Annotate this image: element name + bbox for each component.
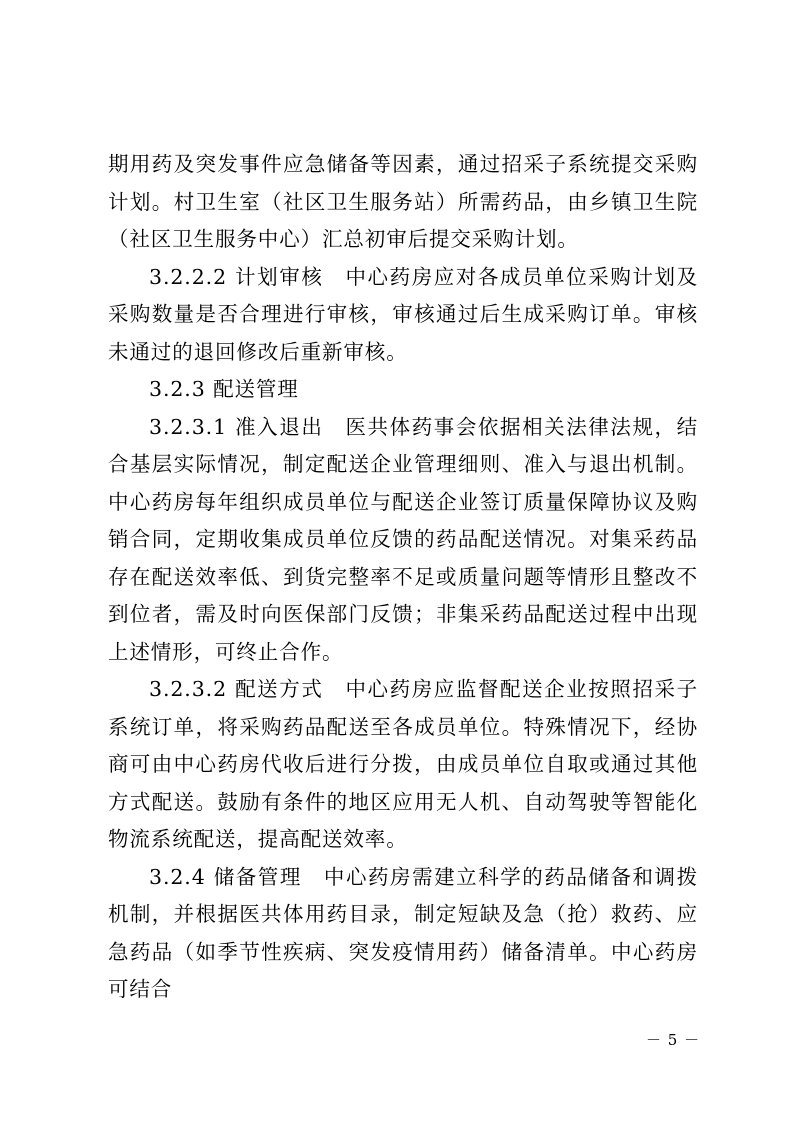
paragraph-access-and-exit: 3.2.3.1 准入退出 医共体药事会依据相关法律法规，结合基层实际情况，制定配送企业管理细则、准入与退出机制。中心药房每年组织成员单位与配送企业签订质量保障协议及购销合同，定期收集成员单位反馈的药品配送情况。对集采药品存在配送效率低、到货完整率不足或质量问题等情形且整改不到位者，需及时向医保部门反馈；非集采药品配送过程中出现上述情形，可终止合作。	[108, 414, 698, 664]
section-heading-distribution-management: 3.2.3 配送管理	[149, 377, 299, 401]
paragraph-procurement-plan-continued: 期用药及突发事件应急储备等因素，通过招采子系统提交采购计划。村卫生室（社区卫生服务站）所需药品，由乡镇卫生院（社区卫生服务中心）汇总初审后提交采购计划。	[108, 152, 698, 251]
paragraph-distribution-method: 3.2.3.2 配送方式 中心药房应监督配送企业按照招采子系统订单，将采购药品配送至各成员单位。特殊情况下，经协商可由中心药房代收后进行分拨，由成员单位自取或通过其他方式配送。鼓励有条件的地区应用无人机、自动驾驶等智能化物流系统配送，提高配送效率。	[108, 677, 698, 851]
page-number: － 5 －	[646, 1031, 701, 1049]
document-body	[108, 146, 698, 1009]
paragraph-plan-review: 3.2.2.2 计划审核 中心药房应对各成员单位采购计划及采购数量是否合理进行审核，审核通过后生成采购订单。审核未通过的退回修改后重新审核。	[108, 264, 698, 364]
paragraph-reserve-management: 3.2.4 储备管理 中心药房需建立科学的药品储备和调拨机制，并根据医共体用药目录，制定短缺及急（抢）救药、应急药品（如季节性疾病、突发疫情用药）储备清单。中心药房可结合	[108, 864, 698, 1001]
